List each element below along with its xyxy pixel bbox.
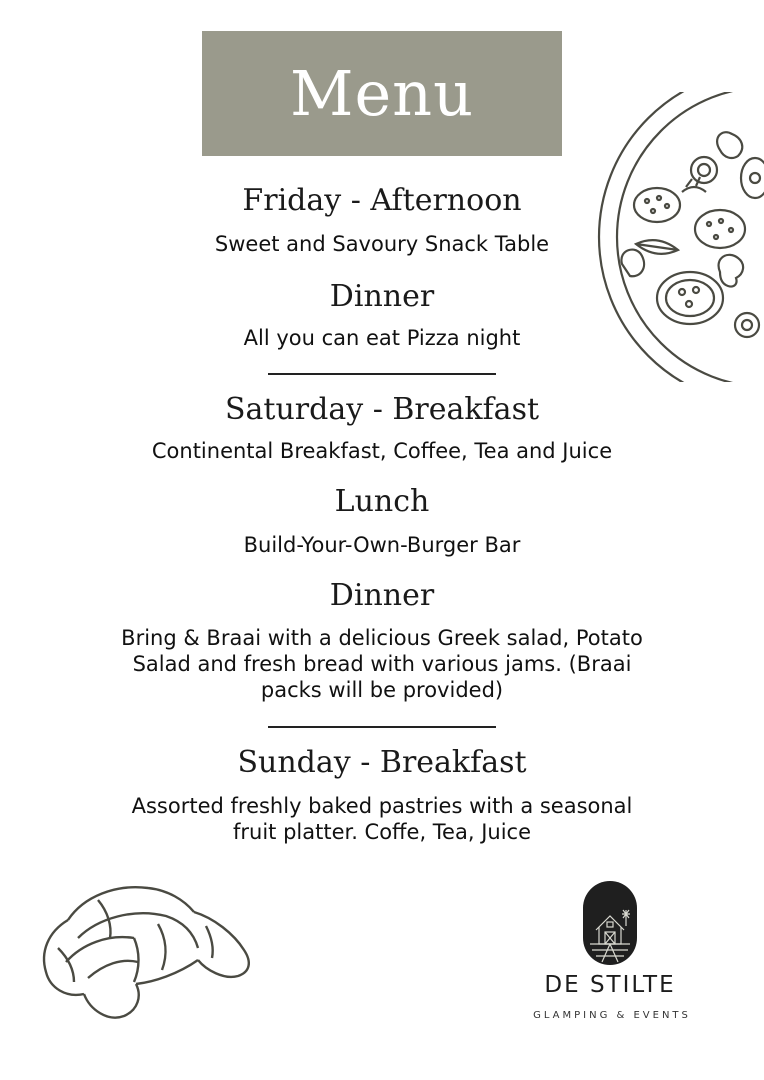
saturday-lunch-text: Build-Your-Own-Burger Bar bbox=[243, 533, 521, 557]
heading-saturday-lunch: Lunch bbox=[334, 484, 430, 519]
croissant-illustration-icon bbox=[38, 878, 258, 1028]
heading-saturday-dinner: Dinner bbox=[329, 578, 435, 613]
saturday-dinner-line: packs will be provided) bbox=[260, 678, 504, 702]
logo-tagline: GLAMPING & EVENTS bbox=[533, 1010, 691, 1021]
saturday-dinner-line: Bring & Braai with a delicious Greek salad, Potato bbox=[121, 626, 643, 650]
page-title: Menu bbox=[289, 57, 475, 130]
title-banner bbox=[202, 31, 562, 156]
logo-name: DE STILTE bbox=[544, 972, 676, 998]
heading-saturday-breakfast: Saturday - Breakfast bbox=[224, 392, 540, 427]
sunday-breakfast-line: Assorted freshly baked pastries with a seasonal bbox=[131, 794, 633, 818]
saturday-breakfast-text: Continental Breakfast, Coffee, Tea and Juice bbox=[151, 439, 613, 463]
heading-sunday-breakfast: Sunday - Breakfast bbox=[237, 745, 527, 780]
friday-afternoon-text: Sweet and Savoury Snack Table bbox=[214, 232, 550, 256]
section-divider bbox=[268, 726, 496, 728]
friday-dinner-text: All you can eat Pizza night bbox=[243, 326, 521, 350]
barn-logo-icon bbox=[582, 880, 638, 966]
heading-friday-afternoon: Friday - Afternoon bbox=[242, 183, 522, 218]
heading-friday-dinner: Dinner bbox=[329, 279, 435, 314]
saturday-dinner-line: Salad and fresh bread with various jams. (Braai bbox=[132, 652, 632, 676]
section-divider bbox=[268, 373, 496, 375]
sunday-breakfast-line: fruit platter. Coffe, Tea, Juice bbox=[232, 820, 531, 844]
